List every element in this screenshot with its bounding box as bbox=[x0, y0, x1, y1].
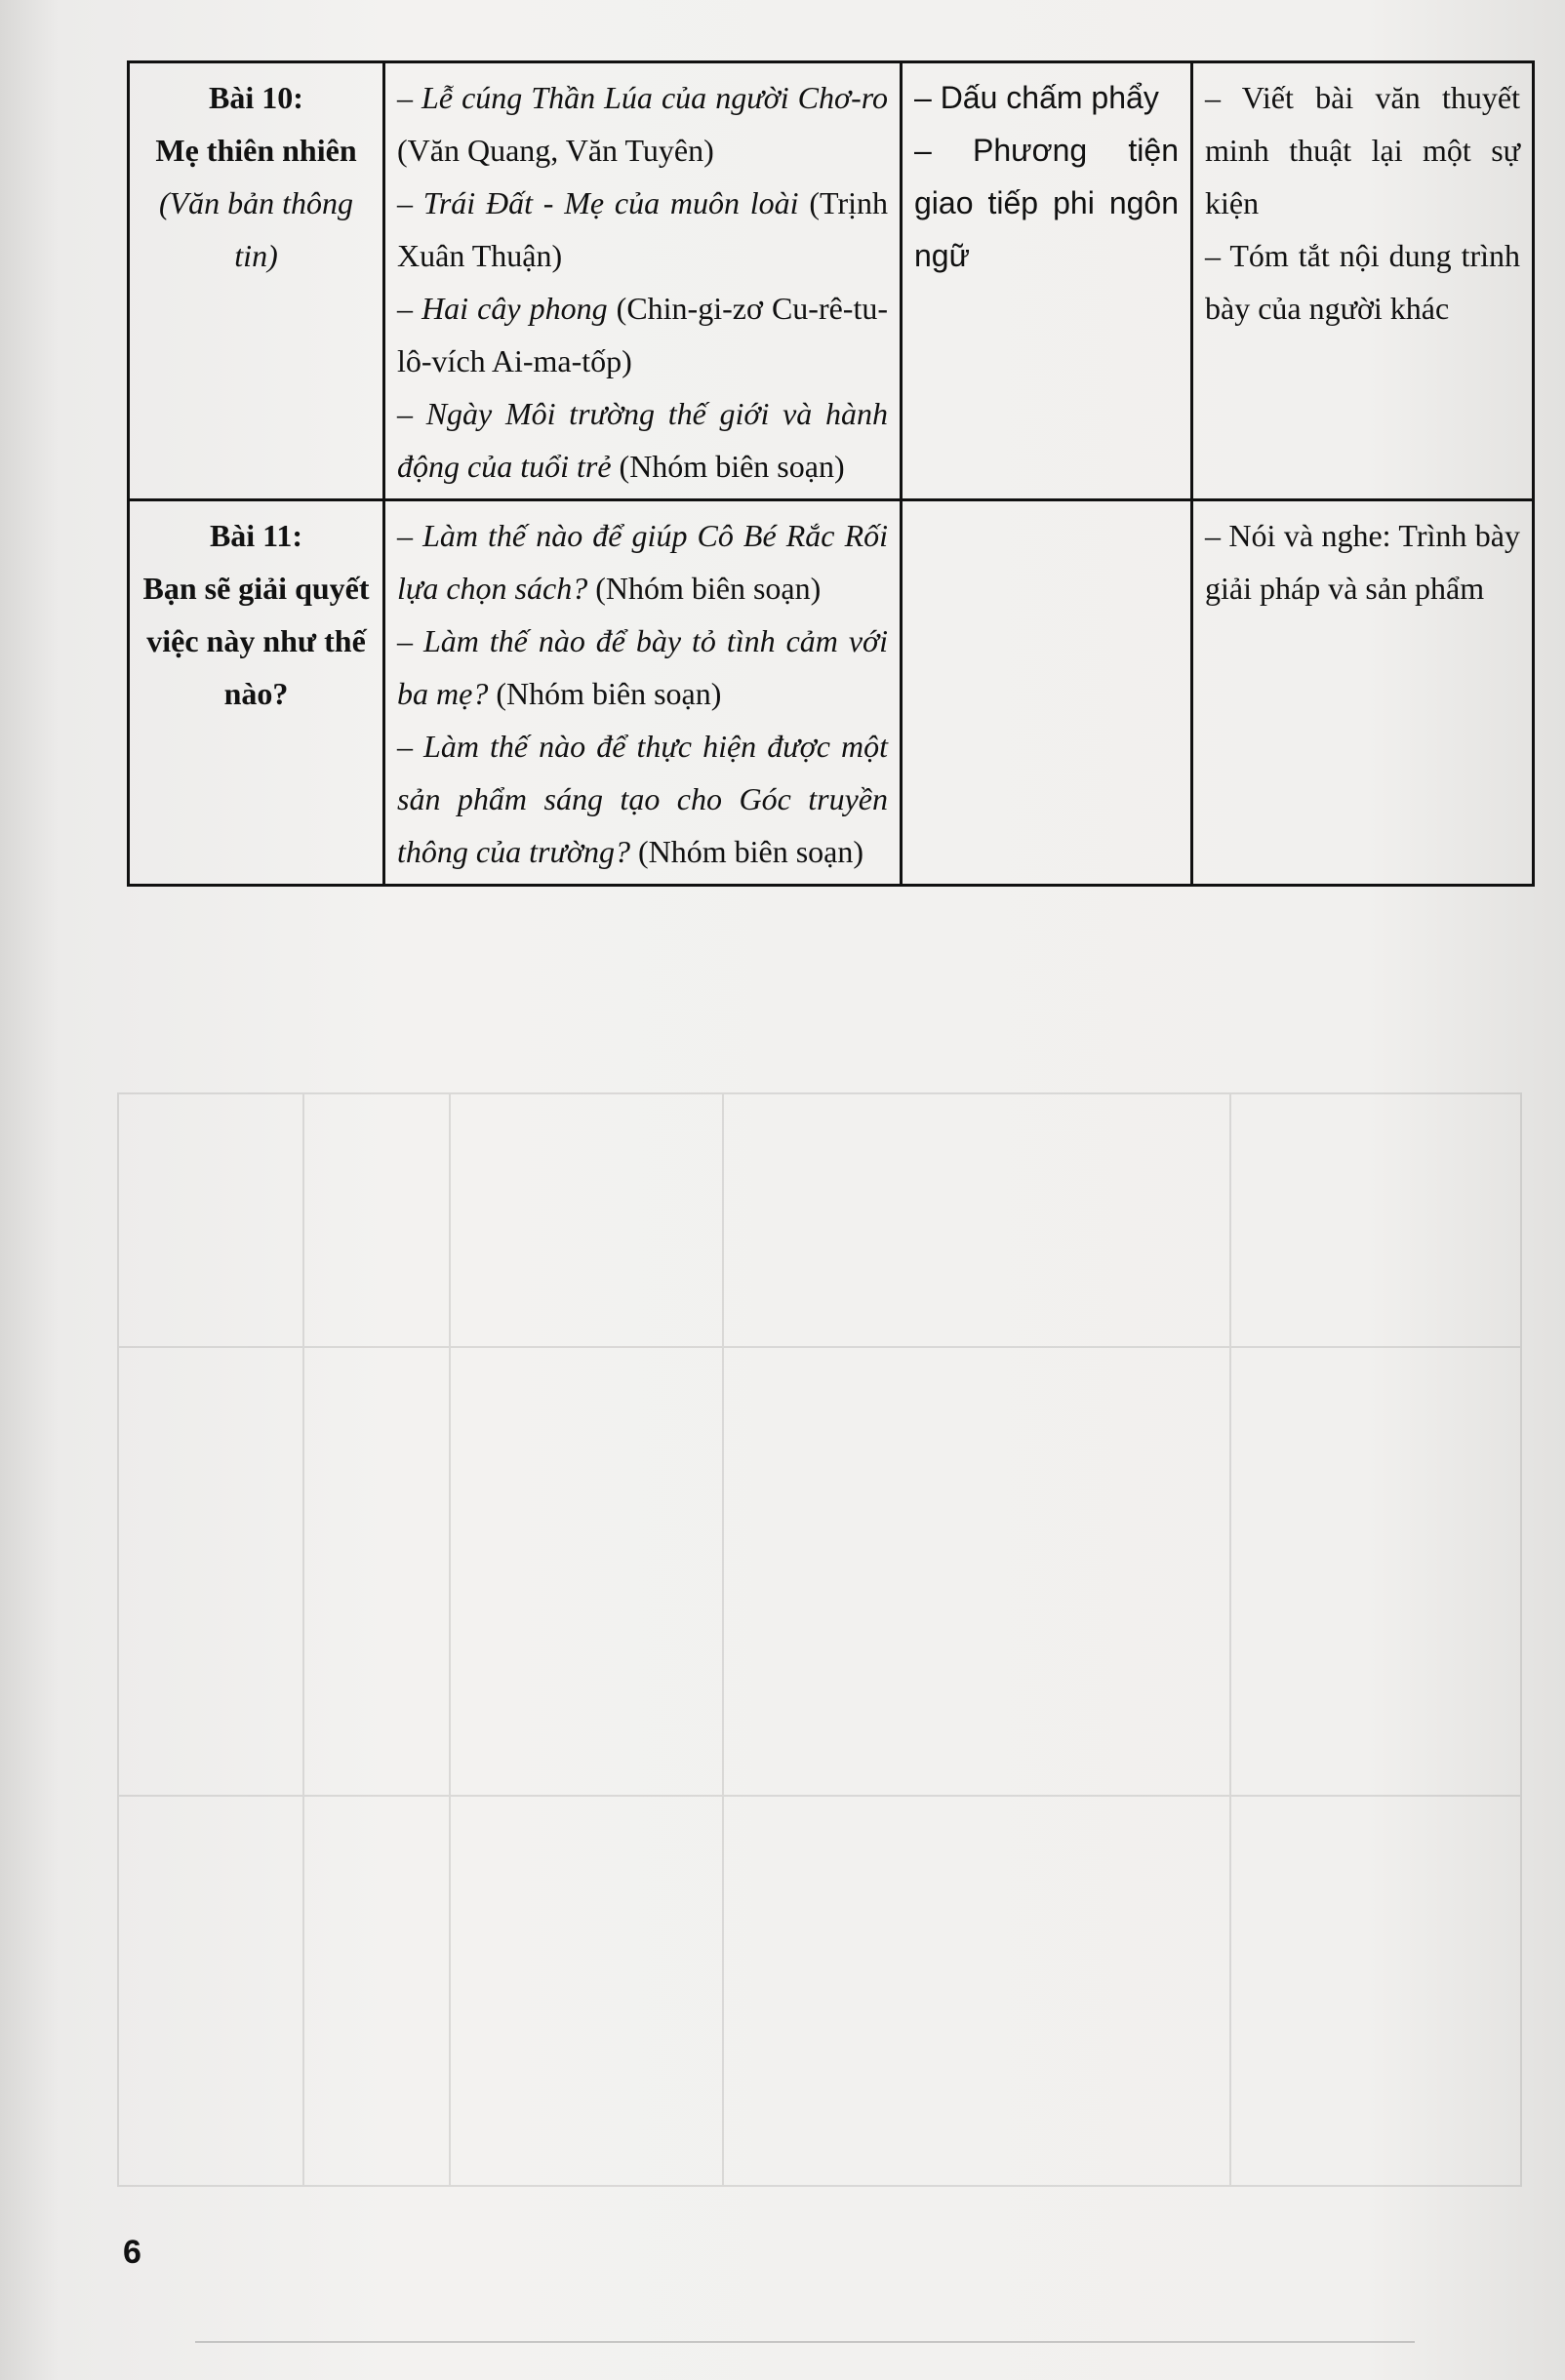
lesson-genre: (Văn bản thông tin) bbox=[158, 185, 354, 273]
bottom-rule bbox=[195, 2341, 1415, 2343]
reading-item: – Ngày Môi trường thế giới và hành động của tuổi trẻ (Nhóm biên soạn) bbox=[397, 396, 888, 484]
practice-item: – Dấu chấm phẩy bbox=[914, 80, 1159, 115]
page-number: 6 bbox=[123, 2234, 141, 2271]
reading-item: – Làm thế nào để thực hiện được một sản phẩm sáng tạo cho Góc truyền thông của trường? (Nhóm biên soạn) bbox=[397, 729, 888, 869]
readings-cell bbox=[384, 62, 902, 500]
writing-item: – Nói và nghe: Trình bày giải pháp và sản phẩm bbox=[1205, 518, 1520, 606]
lesson-cell bbox=[129, 62, 384, 500]
practice-item: – Phương tiện giao tiếp phi ngôn ngữ bbox=[914, 133, 1179, 273]
writing-cell bbox=[1192, 62, 1534, 500]
lesson-name: Mẹ thiên nhiên bbox=[155, 133, 357, 168]
writing-item: – Viết bài văn thuyết minh thuật lại một sự kiện bbox=[1205, 80, 1520, 220]
writing-cell bbox=[1192, 500, 1534, 886]
table-row bbox=[129, 500, 1534, 886]
reading-item: – Làm thế nào để bày tỏ tình cảm với ba mẹ? (Nhóm biên soạn) bbox=[397, 623, 888, 711]
curriculum-table bbox=[127, 60, 1535, 887]
practice-cell bbox=[902, 500, 1192, 886]
reading-item: – Hai cây phong (Chin-gi-zơ Cu-rê-tu-lô-vích Ai-ma-tốp) bbox=[397, 291, 888, 378]
reading-item: – Lễ cúng Thần Lúa của người Chơ-ro (Văn Quang, Văn Tuyên) bbox=[397, 80, 888, 168]
reading-item: – Làm thế nào để giúp Cô Bé Rắc Rối lựa chọn sách? (Nhóm biên soạn) bbox=[397, 518, 888, 606]
table-row bbox=[129, 62, 1534, 500]
lesson-name: Bạn sẽ giải quyết việc này như thế nào? bbox=[142, 571, 370, 711]
lesson-number: Bài 10: bbox=[209, 80, 303, 115]
reading-item: – Trái Đất - Mẹ của muôn loài (Trịnh Xuân Thuận) bbox=[397, 185, 889, 273]
lesson-number: Bài 11: bbox=[209, 518, 303, 553]
lesson-cell bbox=[129, 500, 384, 886]
practice-cell bbox=[902, 62, 1192, 500]
writing-item: – Tóm tắt nội dung trình bày của người khác bbox=[1205, 238, 1520, 326]
readings-cell bbox=[384, 500, 902, 886]
